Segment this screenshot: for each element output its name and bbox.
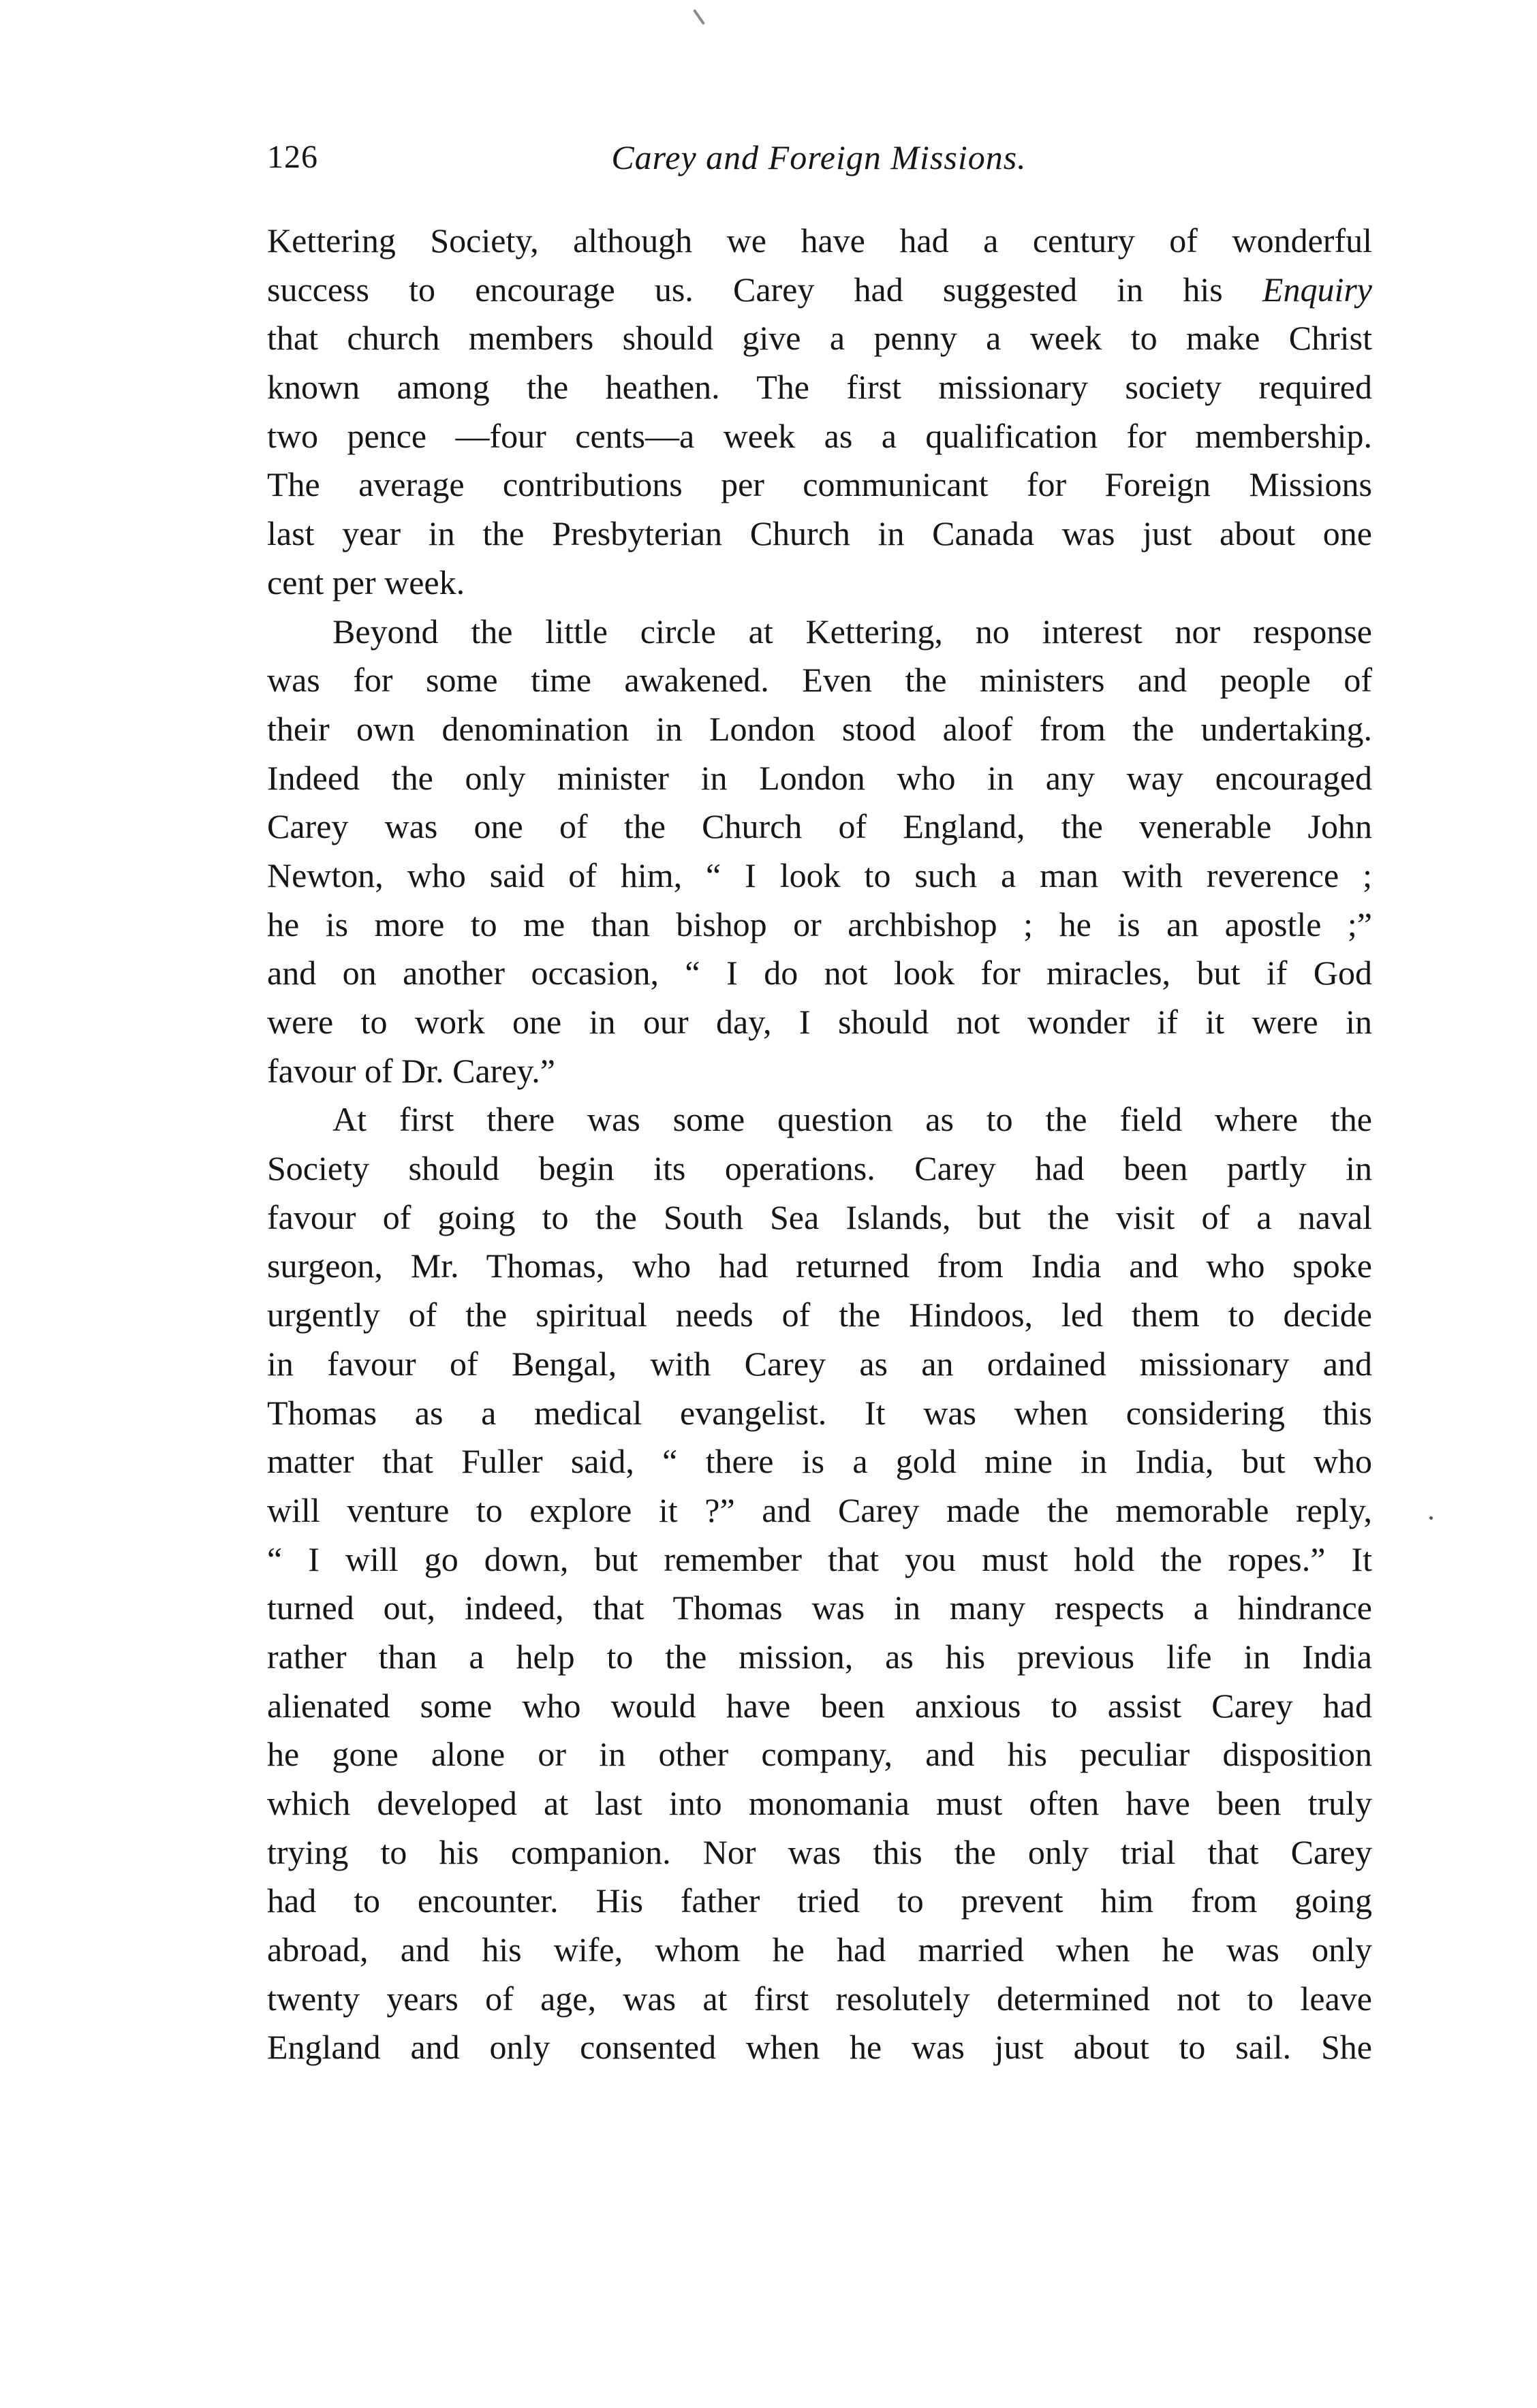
text-line: two pence —four cents—a week as a qualification for membership. (267, 416, 1372, 455)
running-title: Carey and Foreign Missions. (611, 138, 1027, 176)
text-line: in favour of Bengal, with Carey as an ordained missionary and (267, 1344, 1372, 1383)
text-line: Newton, who said of him, “ I look to such a man with reverence ; (267, 856, 1372, 894)
text-line: their own denomination in London stood aloof from the undertaking. (267, 709, 1372, 748)
text-line: last year in the Presbyterian Church in Canada was just about one (267, 514, 1372, 553)
print-speck-mark (693, 9, 705, 25)
text-line: Society should begin its operations. Carey had been partly in (267, 1149, 1372, 1188)
text-line: Thomas as a medical evangelist. It was when considering this (267, 1393, 1372, 1432)
text-line: Kettering Society, although we have had a century of wonderful (267, 221, 1372, 260)
text-line: urgently of the spiritual needs of the Hindoos, led them to decide (267, 1296, 1372, 1334)
text-line: matter that Fuller said, “ there is a gold mine in India, but who (267, 1442, 1372, 1481)
text-line: known among the heathen. The first missionary society required (267, 368, 1372, 407)
print-dot-mark (1429, 1516, 1433, 1520)
text-line: he gone alone or in other company, and his peculiar disposition (267, 1735, 1372, 1774)
text-line: and on another occasion, “ I do not look for miracles, but if God (267, 954, 1372, 992)
text-line: Beyond the little circle at Kettering, no interest nor response (332, 612, 1372, 651)
running-header (267, 134, 1371, 181)
text-line: abroad, and his wife, whom he had married when he was only (267, 1930, 1372, 1969)
italic-title-word: Enquiry (1262, 270, 1372, 309)
body-text (267, 217, 1372, 2072)
text-line: At first there was some question as to the field where the (332, 1100, 1372, 1139)
text-line: The average contributions per communicant for Foreign Missions (267, 465, 1372, 504)
text-line: rather than a help to the mission, as his previous life in India (267, 1637, 1372, 1676)
page-number: 126 (267, 139, 318, 175)
text-line: trying to his companion. Nor was this the only trial that Carey (267, 1832, 1372, 1871)
text-line: will venture to explore it ?” and Carey made the memorable reply, (267, 1490, 1372, 1529)
text-line: twenty years of age, was at first resolutely determined not to leave (267, 1979, 1372, 2018)
text-line: Indeed the only minister in London who in any way encouraged (267, 758, 1372, 797)
text-line: which developed at last into monomania must often have been truly (267, 1784, 1372, 1822)
text-line: surgeon, Mr. Thomas, who had returned from India and who spoke (267, 1247, 1372, 1285)
text-line: cent per week. (267, 563, 465, 601)
text-line: was for some time awakened. Even the ministers and people of (267, 661, 1372, 700)
text-line: “ I will go down, but remember that you must hold the ropes.” It (267, 1539, 1372, 1578)
text-line: Carey was one of the Church of England, the venerable John (267, 807, 1372, 846)
text-line: favour of Dr. Carey.” (267, 1051, 555, 1090)
text-line: England and only consented when he was just about to sail. She (267, 2028, 1372, 2067)
text-line: favour of going to the South Sea Islands, but the visit of a naval (267, 1198, 1372, 1236)
text-line: were to work one in our day, I should not wonder if it were in (267, 1003, 1372, 1041)
text-line: alienated some who would have been anxious to assist Carey had (267, 1686, 1372, 1725)
text-line: turned out, indeed, that Thomas was in many respects a hindrance (267, 1589, 1372, 1627)
text-line: he is more to me than bishop or archbishop ; he is an apostle ;” (267, 905, 1372, 943)
text-line: that church members should give a penny a week to make Christ (267, 319, 1372, 358)
text-line: had to encounter. His father tried to prevent him from going (267, 1881, 1372, 1920)
text-line: success to encourage us. Carey had suggested in his Enquiry (267, 270, 1372, 309)
